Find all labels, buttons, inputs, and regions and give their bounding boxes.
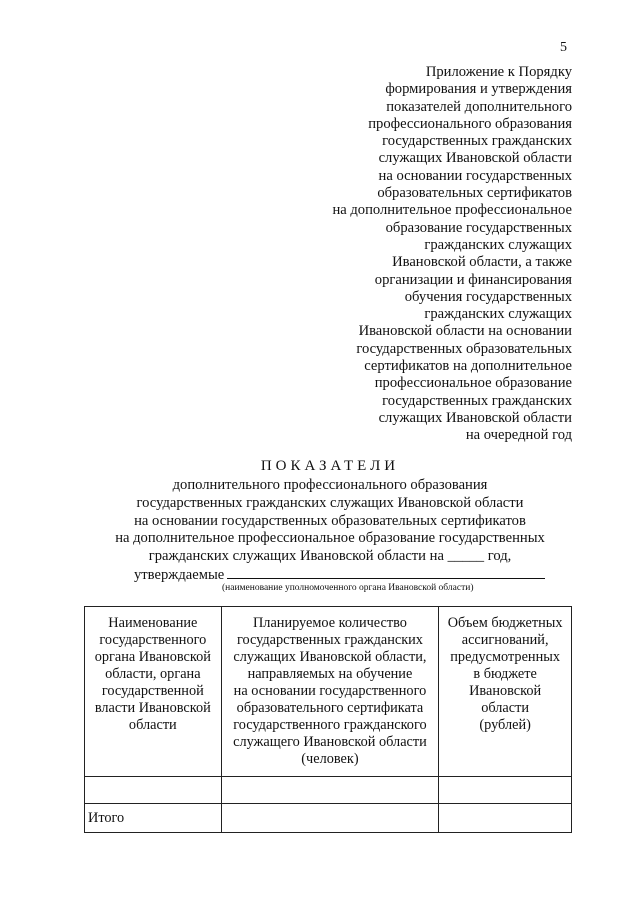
table-cell (221, 777, 439, 804)
appendix-line: профессиональное образование (374, 375, 572, 392)
subtitle-line: на дополнительное профессиональное образование государственных (115, 530, 545, 547)
header-line: области (128, 717, 177, 733)
header-cell-budget (439, 607, 572, 777)
header-line: государственной (101, 683, 204, 699)
appendix-line: обучения государственных (404, 288, 572, 305)
appendix-line: на очередной год (465, 427, 572, 444)
table-cell (221, 804, 439, 833)
page-number: 5 (560, 40, 567, 55)
appendix-line: сертификатов на дополнительное (364, 358, 572, 375)
header-line: в бюджете (473, 666, 537, 682)
approved-by-line (134, 566, 545, 584)
document-subtitle (0, 477, 640, 566)
subtitle-line: государственных гражданских служащих Ивановской области (136, 494, 524, 511)
table-header-row (85, 607, 572, 777)
appendix-line: государственных гражданских (382, 392, 572, 409)
approved-by-note: (наименование уполномоченного органа Ивановской области) (222, 583, 474, 593)
total-label-cell: Итого (85, 804, 222, 833)
appendix-line: служащих Ивановской области (378, 409, 572, 426)
header-line: (рублей) (479, 717, 531, 733)
table-cell (439, 777, 572, 804)
appendix-line: Ивановской области, а также (392, 254, 572, 271)
table-row (85, 777, 572, 804)
header-line: Планируемое количество (252, 615, 407, 631)
appendix-line: на дополнительное профессиональное (332, 202, 572, 219)
appendix-line: организации и финансирования (374, 271, 572, 288)
appendix-line: Приложение к Порядку (425, 64, 572, 80)
table-cell (439, 804, 572, 833)
header-line: Ивановской (469, 683, 542, 699)
header-cell-planned-count (221, 607, 439, 777)
header-line: направляемых на обучение (247, 666, 413, 682)
header-line: ассигнований, (461, 632, 549, 648)
header-line: государственных гражданских (236, 632, 423, 648)
header-line: Наименование (108, 615, 198, 631)
approved-by-label: утверждаемые (134, 567, 225, 583)
document-title: ПОКАЗАТЕЛИ (260, 458, 400, 474)
header-line: органа Ивановской (94, 649, 211, 665)
appendix-line: государственных гражданских (382, 133, 572, 150)
header-line: области (481, 700, 530, 716)
appendix-line: гражданских служащих (424, 236, 572, 253)
header-line: государственного гражданского (233, 717, 427, 733)
header-line: служащего Ивановской области (233, 734, 427, 750)
subtitle-line: на основании государственных образовательных сертификатов (134, 512, 526, 529)
header-line: области, органа (105, 666, 201, 682)
header-line: власти Ивановской (94, 700, 211, 716)
header-line: Объем бюджетных (447, 615, 563, 631)
appendix-line: профессионального образования (368, 115, 572, 132)
subtitle-line: гражданских служащих Ивановской области на _____ год, (148, 548, 512, 565)
header-line: государственного (99, 632, 207, 648)
subtitle-line: дополнительного профессионального образования (172, 477, 488, 493)
appendix-line: формирования и утверждения (385, 81, 572, 98)
header-line: на основании государственного (233, 683, 427, 699)
appendix-line: государственных образовательных (356, 340, 572, 357)
indicators-table (84, 606, 572, 833)
appendix-line: на основании государственных (378, 167, 572, 184)
appendix-line: образовательных сертификатов (377, 185, 572, 202)
header-line: образовательного сертификата (236, 700, 424, 716)
header-line: служащих Ивановской области, (233, 649, 427, 665)
header-line: (человек) (301, 751, 359, 767)
appendix-line: Ивановской области на основании (358, 323, 572, 340)
table-cell (85, 777, 222, 804)
appendix-header (252, 64, 572, 445)
appendix-line: показателей дополнительного (386, 98, 572, 115)
header-line: предусмотренных (450, 649, 560, 665)
appendix-line: образование государственных (385, 219, 572, 236)
table-row-total (85, 804, 572, 833)
approved-by-blank (227, 566, 545, 579)
appendix-line: гражданских служащих (424, 306, 572, 323)
header-cell-authority (85, 607, 222, 777)
appendix-line: служащих Ивановской области (378, 150, 572, 167)
